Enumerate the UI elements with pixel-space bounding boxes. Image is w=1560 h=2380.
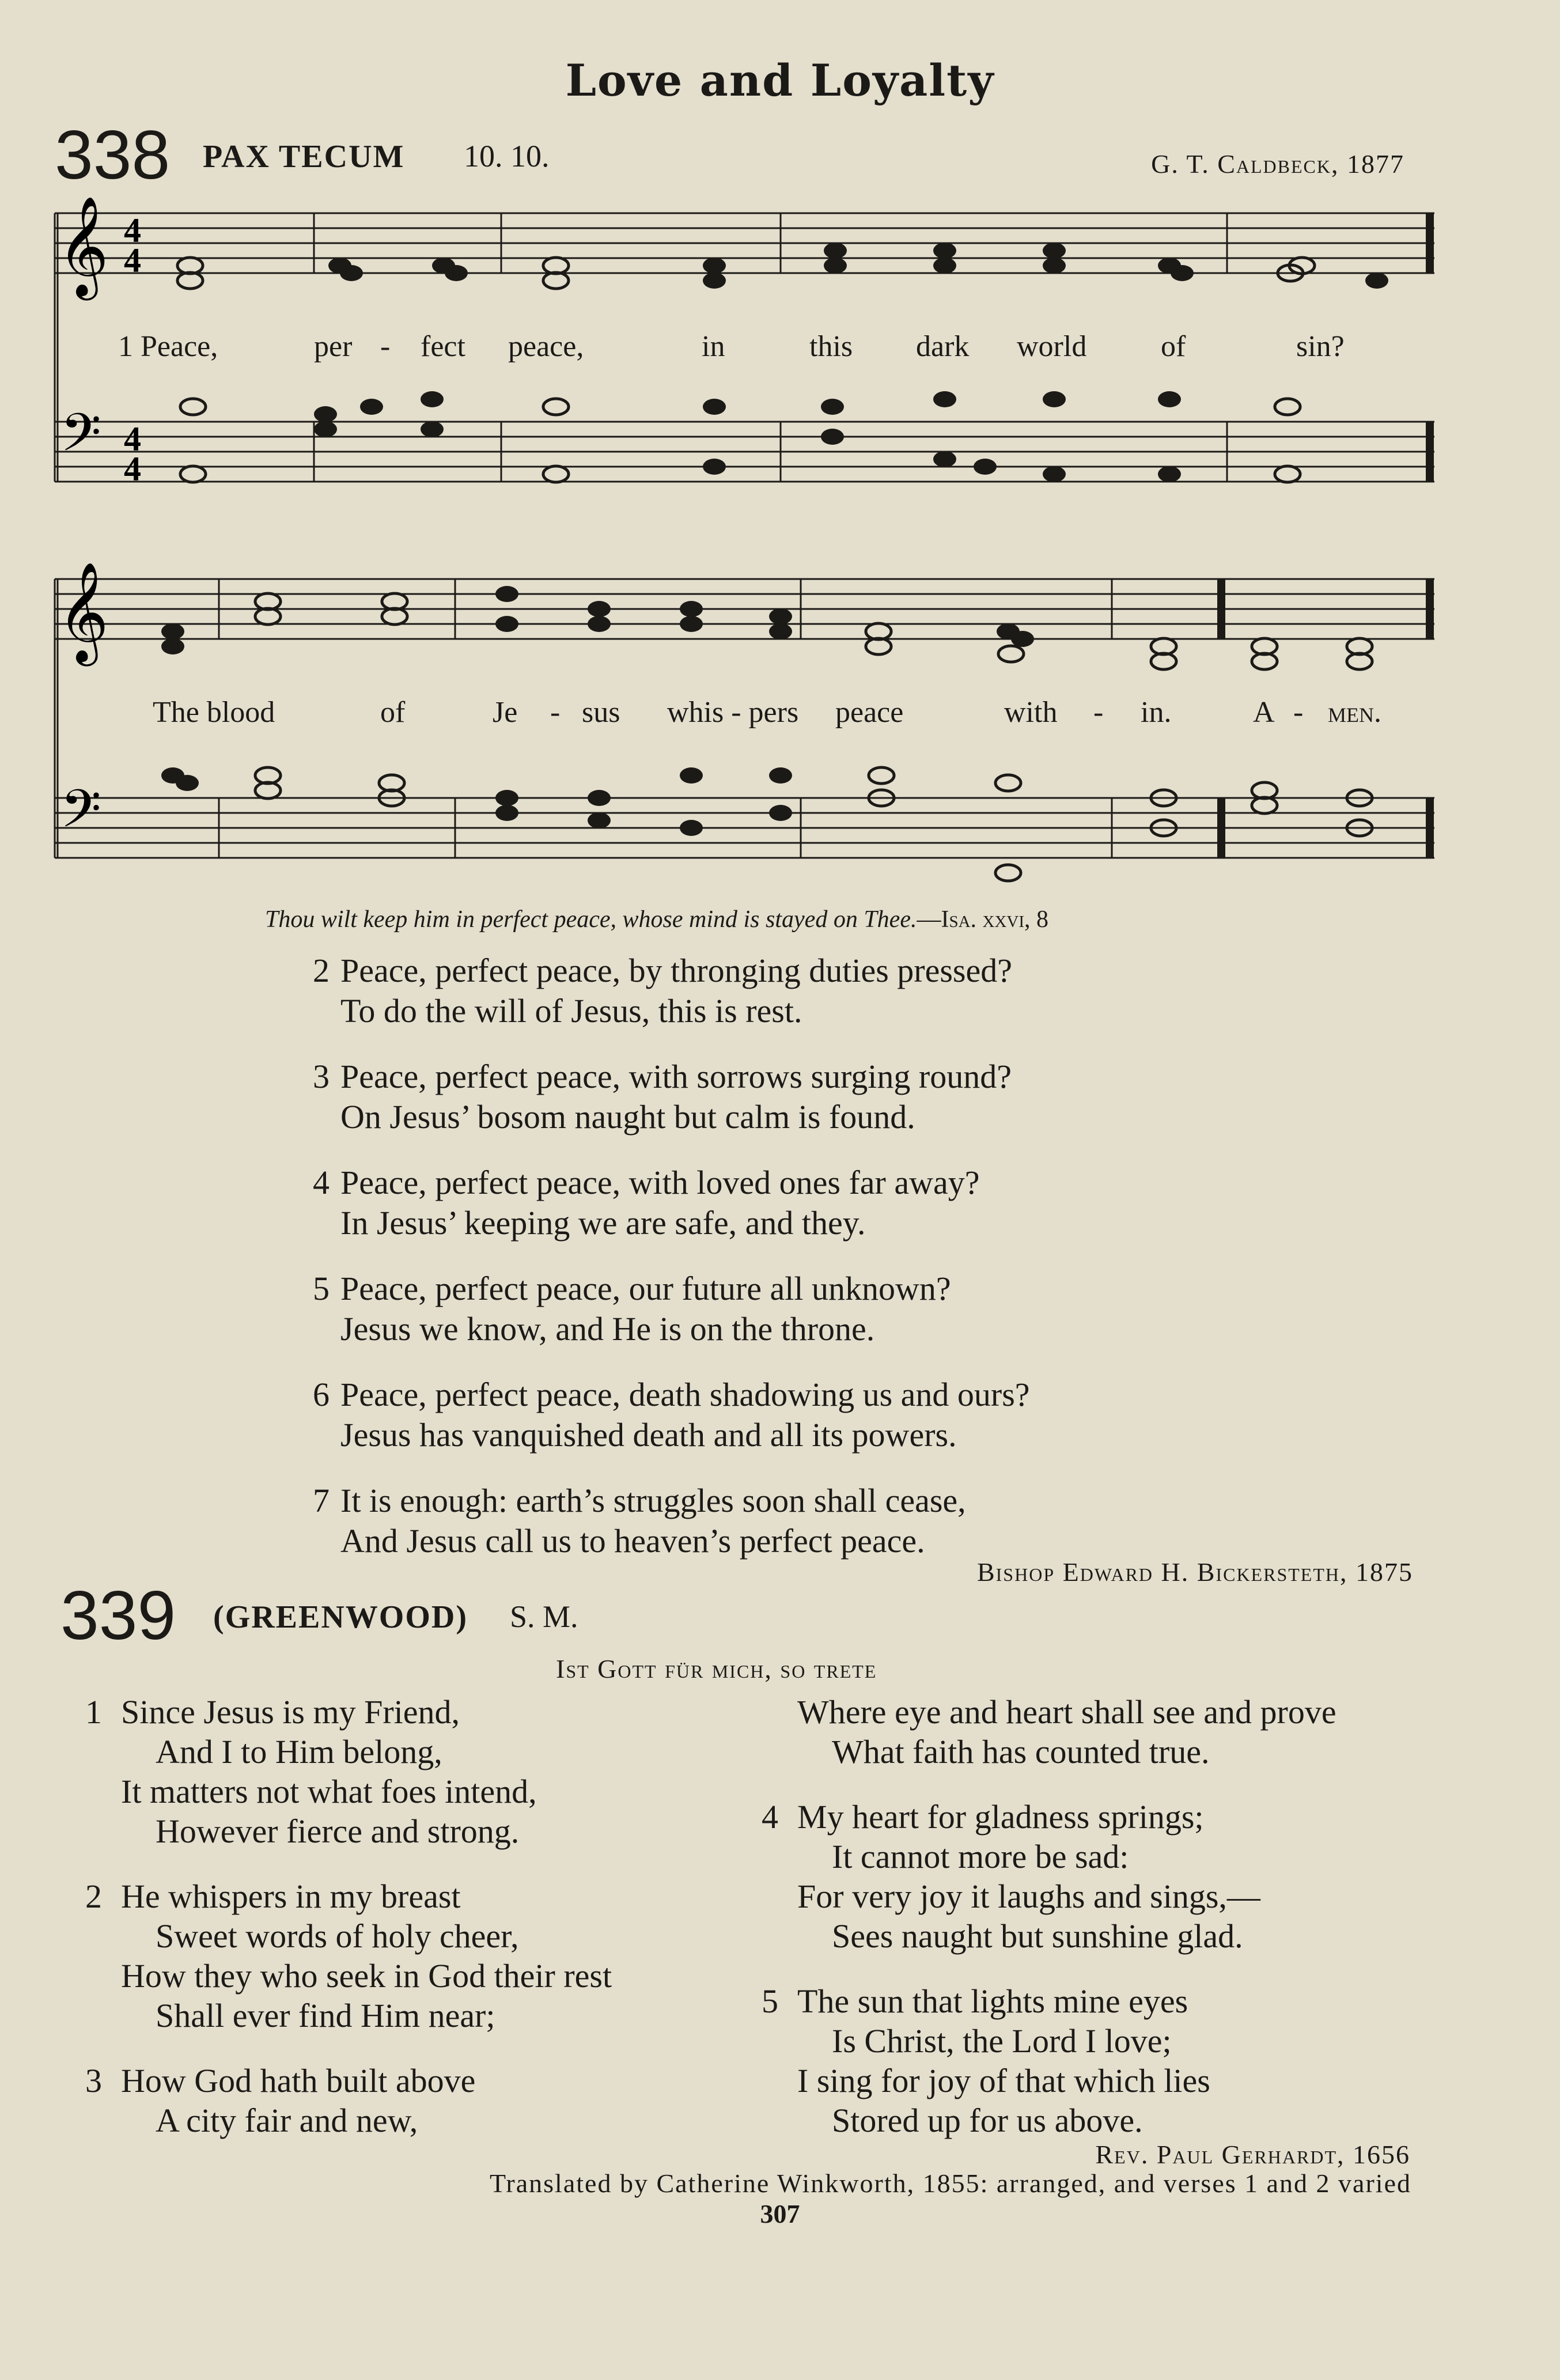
scripture-ref: —Isa. xxvi, 8	[917, 906, 1049, 933]
stanza-line: Shall ever find Him near;	[156, 1997, 495, 2034]
lyric-s1-5: in	[702, 330, 725, 363]
stanza-number: 6	[313, 1376, 330, 1413]
stanza-line: Jesus has vanquished death and all its powers.	[340, 1416, 957, 1454]
hymn-339-right-column	[762, 1692, 1476, 2140]
stanza-4	[313, 1163, 1292, 1243]
lyric-s1-8: world	[1017, 330, 1087, 363]
stanza-line: It cannot more be sad:	[832, 1838, 1129, 1875]
stanza-number: 7	[313, 1482, 330, 1519]
stanza-3	[313, 1057, 1292, 1137]
stanza-line: Since Jesus is my Friend,	[121, 1693, 460, 1731]
stanza-line: Sees naught but sunshine glad.	[832, 1917, 1243, 1955]
svg-text:4: 4	[124, 450, 141, 488]
lyric-s1-9: of	[1161, 330, 1186, 363]
stanza-line: It matters not what foes intend,	[121, 1773, 537, 1810]
stanza-number: 5	[762, 1982, 778, 2020]
stanza-7	[313, 1481, 1292, 1561]
stanza-line: However fierce and strong.	[156, 1813, 520, 1850]
lyric-s1-4: peace,	[508, 330, 584, 363]
stanza-line: Peace, perfect peace, our future all unknown?	[340, 1270, 951, 1307]
lyric-s2-7: with	[1004, 696, 1058, 729]
hymn-339-tune: (GREENWOOD)	[213, 1599, 468, 1635]
page-header: Love and Loyalty	[565, 55, 995, 106]
stanza-line: Peace, perfect peace, with sorrows surging round?	[340, 1058, 1012, 1095]
svg-text:4: 4	[124, 211, 141, 249]
stanza-number: 4	[762, 1798, 778, 1836]
stanza-line: For very joy it laughs and sings,—	[797, 1878, 1260, 1915]
stanza-line: And Jesus call us to heaven’s perfect peace.	[340, 1522, 925, 1560]
hymn-338-stanzas	[313, 951, 1292, 1561]
stanza-line: Sweet words of holy cheer,	[156, 1917, 519, 1955]
music-score	[0, 0, 1560, 933]
lyric-s1-0: 1 Peace,	[118, 330, 218, 363]
lyric-s2-2: Je	[493, 696, 518, 729]
stanza-line: Peace, perfect peace, death shadowing us and ours?	[340, 1376, 1030, 1413]
lyric-s2-5: whis - pers	[667, 696, 799, 729]
stanza-1	[85, 1692, 777, 1851]
stanza-line: In Jesus’ keeping we are safe, and they.	[340, 1204, 866, 1242]
stanza-line: Jesus we know, and He is on the throne.	[340, 1310, 875, 1348]
lyric-s2-0: The blood	[153, 696, 275, 729]
stanza-number: 4	[313, 1164, 330, 1201]
scripture-line	[265, 906, 1048, 933]
lyric-s1-3: fect	[421, 330, 465, 363]
lyric-s1-6: this	[809, 330, 853, 363]
hymn-338-author: Bishop Edward H. Bickersteth, 1875	[976, 1557, 1413, 1587]
stanza-number: 5	[313, 1270, 330, 1307]
system2-bass-staff	[55, 798, 1434, 858]
hymn-338-meter: 10. 10.	[464, 139, 550, 173]
lyric-s2-6: peace	[835, 696, 904, 729]
stanza-line: I sing for joy of that which lies	[797, 2062, 1210, 2099]
system2-bass-notes	[161, 767, 1372, 881]
stanza-line: Where eye and heart shall see and prove	[797, 1693, 1336, 1731]
stanza-line: Stored up for us above.	[832, 2102, 1143, 2139]
stanza-3	[85, 2061, 777, 2140]
lyric-s2-10: A	[1253, 696, 1275, 729]
hymn-338-composer: G. T. Caldbeck, 1877	[1151, 149, 1404, 179]
stanza-2	[85, 1876, 777, 2035]
hymn-338-tune: PAX TECUM	[203, 139, 405, 175]
page-number: 307	[760, 2199, 800, 2228]
hymn-339-number: 339	[60, 1577, 176, 1654]
lyric-s2-4: sus	[582, 696, 620, 729]
stanza-line: My heart for gladness springs;	[797, 1798, 1204, 1836]
stanza-line: And I to Him belong,	[156, 1733, 442, 1770]
stanza-line: What faith has counted true.	[832, 1733, 1210, 1770]
stanza-number: 3	[313, 1058, 330, 1095]
stanza-number: 1	[85, 1693, 102, 1731]
hymn-339-left-column	[85, 1692, 777, 2166]
lyric-s2-3: -	[550, 696, 561, 729]
hymn-338-number: 338	[55, 116, 171, 194]
system1-barlines	[314, 213, 1430, 482]
stanza-5	[762, 1981, 1476, 2140]
hymn-339-source: Ist Gott für mich, so trete	[556, 1654, 877, 1683]
lyric-s1-10: sin?	[1296, 330, 1345, 363]
system1-treble-notes	[177, 243, 1388, 289]
treble-clef-icon: 𝄞	[58, 196, 109, 296]
lyric-s2-11: -	[1293, 696, 1304, 729]
lyric-s2-9: in.	[1141, 696, 1172, 729]
hymn-339-author: Rev. Paul Gerhardt, 1656	[1095, 2140, 1410, 2169]
stanza-line: Peace, perfect peace, with loved ones far away?	[340, 1164, 980, 1201]
stanza-line: How they who seek in God their rest	[121, 1957, 612, 1995]
bass-clef-icon: 𝄢	[60, 778, 101, 852]
treble-clef-icon: 𝄞	[58, 562, 109, 662]
stanza-2	[313, 951, 1292, 1031]
stanza-6	[313, 1375, 1292, 1455]
stanza-line: He whispers in my breast	[121, 1878, 461, 1915]
stanza-line: How God hath built above	[121, 2062, 476, 2099]
stanza-line: On Jesus’ bosom naught but calm is found.	[340, 1098, 915, 1136]
stanza-number: 3	[85, 2062, 102, 2099]
hymn-339-translator: Translated by Catherine Winkworth, 1855: arranged, and verses 1 and 2 varied	[489, 2169, 1411, 2198]
lyric-s2-1: of	[380, 696, 406, 729]
stanza-line: It is enough: earth’s struggles soon shall cease,	[340, 1482, 966, 1519]
stanza-number: 2	[85, 1878, 102, 1915]
scripture-text: Thou wilt keep him in perfect peace, whose mind is stayed on Thee.	[265, 906, 917, 933]
bass-clef-icon: 𝄢	[60, 402, 101, 476]
lyric-s2-12: men.	[1328, 696, 1381, 729]
svg-text:4: 4	[124, 420, 141, 458]
stanza-number: 2	[313, 952, 330, 989]
lyric-s1-7: dark	[916, 330, 970, 363]
stanza-line: Peace, perfect peace, by thronging duties pressed?	[340, 952, 1012, 989]
stanza-3-cont	[762, 1692, 1476, 1772]
stanza-line: To do the will of Jesus, this is rest.	[340, 992, 802, 1030]
lyric-s1-2: -	[380, 330, 391, 363]
system2-treble-notes	[161, 586, 1372, 669]
hymn-339-meter: S. M.	[510, 1599, 578, 1634]
stanza-line: The sun that lights mine eyes	[797, 1982, 1188, 2020]
svg-text:4: 4	[124, 241, 141, 279]
stanza-line: Is Christ, the Lord I love;	[832, 2022, 1172, 2060]
lyric-s2-8: -	[1093, 696, 1104, 729]
stanza-4	[762, 1797, 1476, 1956]
stanza-line: A city fair and new,	[156, 2102, 418, 2139]
stanza-5	[313, 1269, 1292, 1349]
lyric-s1-1: per	[314, 330, 353, 363]
